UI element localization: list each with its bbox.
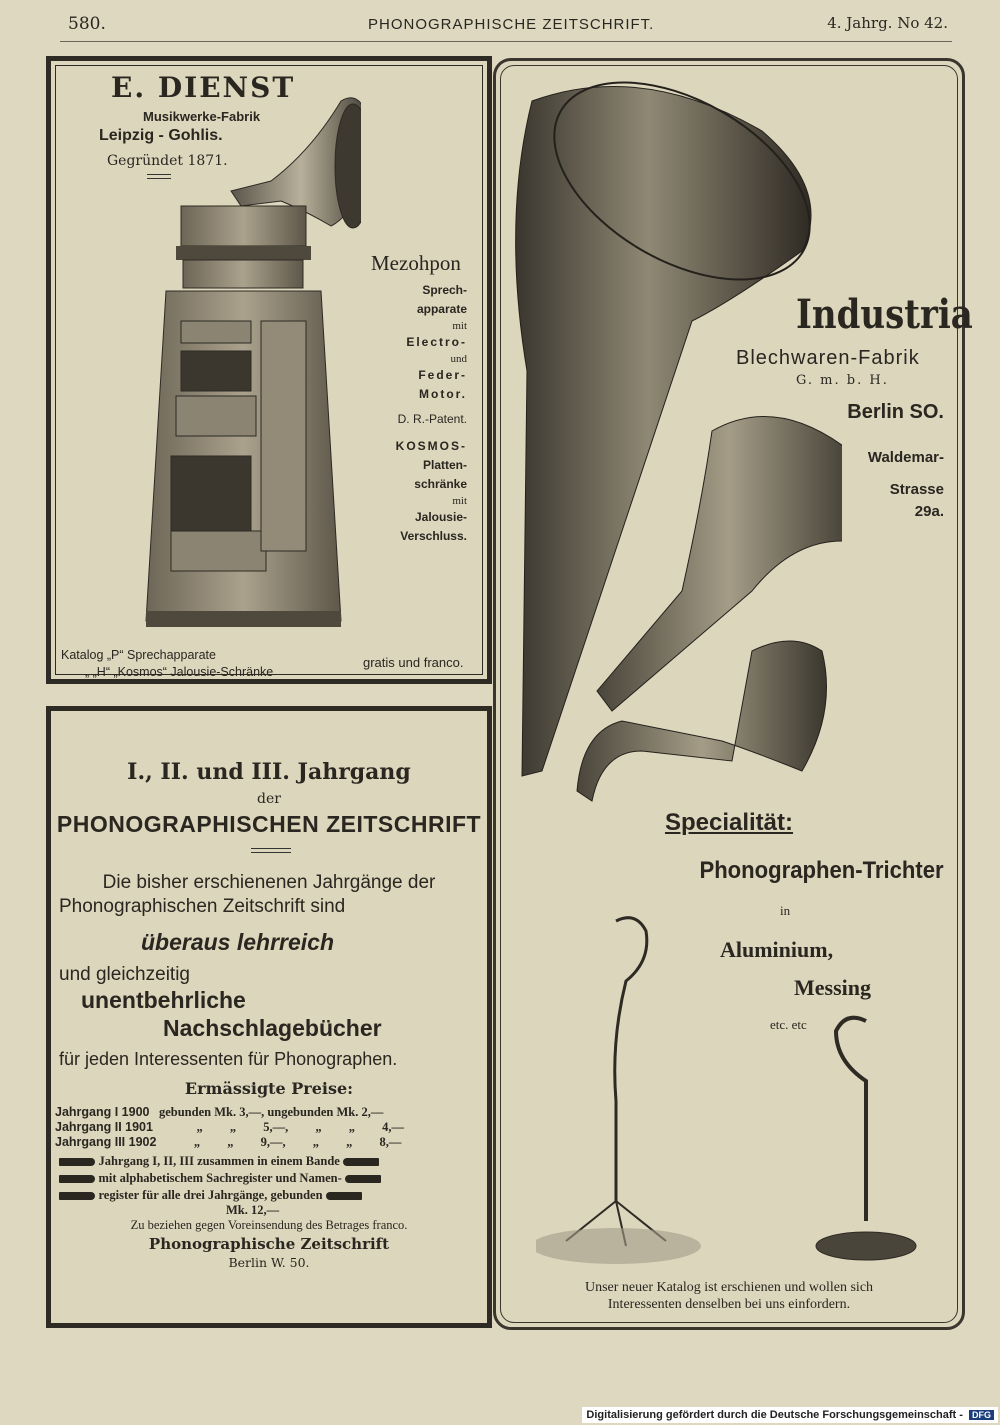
industria-city: Berlin SO.: [847, 401, 944, 423]
price-text: gebunden Mk. 3,—, ungebunden Mk. 2,—: [158, 1105, 384, 1119]
industria-company: Industria: [796, 291, 973, 338]
dienst-line: und: [450, 353, 467, 365]
jahrgang-zeitschrift: PHONOGRAPHISCHEN ZEITSCHRIFT: [56, 811, 482, 837]
jahrgang-der: der: [257, 791, 281, 807]
jahrgang-prices-title: Ermässigte Preise:: [184, 1079, 354, 1098]
bundle-line: register für alle drei Jahrgänge, gebunden: [59, 1188, 362, 1203]
price-row: [55, 1120, 404, 1135]
industria-product: Phonographen-Trichter: [699, 857, 944, 884]
horns-illustration: [502, 71, 842, 811]
dienst-catalog-line1: Katalog „P“ Sprechapparate: [61, 648, 216, 662]
industria-street2: Strasse: [889, 481, 944, 498]
dienst-line: Jalousie-: [414, 510, 467, 524]
industria-catalog-line2: Interessenten denselben bei uns einfordern.: [607, 1297, 851, 1312]
industria-catalog-line1: Unser neuer Katalog ist erschienen und wollen sich: [584, 1280, 874, 1295]
pointing-hand-icon: [326, 1192, 362, 1200]
gramophone-cabinet-illustration: [131, 81, 361, 641]
dienst-catalog: [61, 647, 273, 681]
dienst-line: apparate: [416, 302, 467, 316]
industria-street1: Waldemar-: [867, 449, 944, 466]
dienst-founded: Gegründet 1871.: [107, 153, 228, 169]
jahrgang-emph1: überaus lehrreich: [141, 929, 335, 955]
jahrgang-title: I., II. und III. Jahrgang: [127, 759, 411, 785]
digitization-footer: [582, 1407, 998, 1423]
jahrgang-publisher-city: Berlin W. 50.: [228, 1255, 310, 1270]
dienst-brand: Mezohpon: [371, 251, 461, 275]
industria-number: 29a.: [914, 503, 944, 520]
pointing-hand-icon: [59, 1175, 95, 1183]
ad-jahrgang: [46, 706, 492, 1328]
industria-legal: G. m. b. H.: [796, 373, 889, 388]
industria-material1: Aluminium,: [720, 937, 834, 962]
jahrgang-body1: Die bisher erschienenen Jahrgänge der: [102, 872, 436, 893]
order-note: Zu beziehen gegen Voreinsendung des Betrages franco.: [130, 1218, 408, 1232]
jahrgang-body2: Phonographischen Zeitschrift sind: [59, 896, 346, 917]
price-label: Jahrgang II 1901: [55, 1120, 153, 1134]
ad-industria: [493, 58, 973, 1330]
dienst-company: E. DIENST: [111, 71, 296, 104]
bundle-line: Jahrgang I, II, III zusammen in einem Bande: [59, 1154, 379, 1169]
industria-etc: etc. etc: [770, 1017, 807, 1032]
industria-subtitle: Blechwaren-Fabrik: [736, 347, 920, 369]
jahrgang-emph3: Nachschlagebücher: [163, 1015, 382, 1041]
bundle-price: Mk. 12,—: [226, 1203, 280, 1217]
dienst-line: Verschluss.: [400, 529, 467, 543]
dienst-line: KOSMOS-: [395, 439, 467, 453]
pointing-hand-icon: [343, 1158, 379, 1166]
dienst-feature-list: [347, 281, 467, 546]
industria-catalog-note: [496, 1279, 962, 1313]
ad-dienst: [46, 56, 492, 684]
dienst-city: Leipzig - Gohlis.: [99, 127, 223, 144]
price-text: „ „ 5,—, „ „ 4,—: [196, 1120, 404, 1134]
page-number: 580.: [68, 14, 106, 34]
dienst-line: mit: [452, 495, 467, 507]
jahrgang-emph2: unentbehrliche: [81, 987, 246, 1013]
footer-text: Digitalisierung gefördert durch die Deutsche Forschungsgemeinschaft -: [586, 1409, 963, 1421]
bundle-line: mit alphabetischem Sachregister und Namen-: [59, 1171, 381, 1186]
price-row: [55, 1135, 401, 1150]
dienst-line: Sprech-: [422, 283, 467, 297]
jahrgang-body3: und gleichzeitig: [59, 964, 190, 985]
dienst-line: Platten-: [422, 458, 467, 472]
dfg-logo: DFG: [969, 1410, 994, 1420]
issue-label: 4. Jahrg. No 42.: [827, 14, 948, 32]
industria-material2: Messing: [794, 975, 871, 1000]
dienst-catalog-line2: „ „H“ „Kosmos“ Jalousie-Schränke: [85, 665, 274, 679]
dienst-line: Motor.: [419, 387, 467, 401]
dienst-gratis: gratis und franco.: [363, 655, 464, 670]
industria-specialty: Specialität:: [664, 809, 794, 836]
price-label: Jahrgang III 1902: [55, 1135, 157, 1149]
price-row: [55, 1105, 383, 1120]
dienst-subtitle: Musikwerke-Fabrik: [143, 109, 261, 124]
price-text: „ „ 9,—, „ „ 8,—: [193, 1135, 402, 1149]
dienst-line: Electro-: [406, 335, 467, 349]
pointing-hand-icon: [59, 1158, 95, 1166]
header-rule: [60, 41, 952, 42]
pointing-hand-icon: [59, 1192, 95, 1200]
dienst-line: schränke: [414, 477, 467, 491]
journal-title: PHONOGRAPHISCHE ZEITSCHRIFT.: [368, 16, 655, 33]
jahrgang-divider: [251, 848, 291, 853]
page-header: [68, 14, 948, 40]
dienst-line: mit: [452, 320, 467, 332]
horn-stands-illustration: [536, 901, 936, 1271]
price-label: Jahrgang I 1900: [55, 1105, 150, 1119]
dienst-line: Feder-: [418, 368, 467, 382]
jahrgang-publisher: Phonographische Zeitschrift: [148, 1235, 390, 1253]
pointing-hand-icon: [345, 1175, 381, 1183]
jahrgang-body4: für jeden Interessenten für Phonographen.: [59, 1049, 398, 1069]
industria-in: in: [780, 903, 791, 918]
dienst-line: D. R.-Patent.: [397, 412, 467, 426]
